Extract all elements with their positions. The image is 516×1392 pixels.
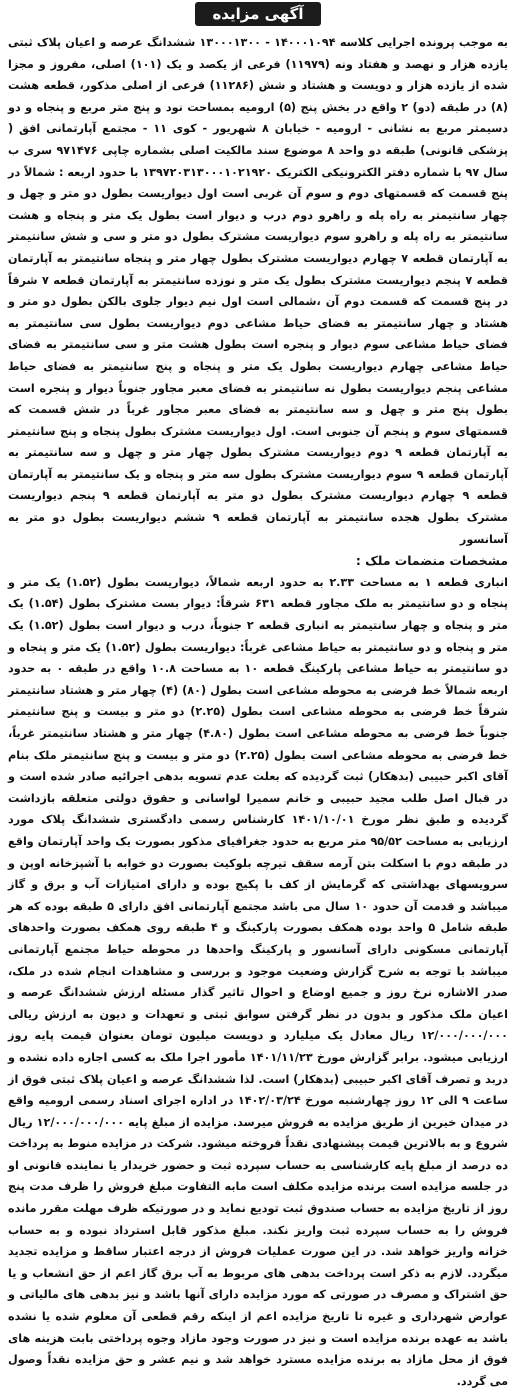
- property-description: به موجب پرونده اجرایی کلاسه ۱۴۰۰۰۱۰۹۴ - ۱۳۰۰۰۱۳۰۰ ششدانگ عرصه و اعیان پلاک ثبتی یازده هزار و نهصد و هفتاد ونه (۱۱۹۷۹) فرعی از یکصد و یک (۱۰۱) اصلی، مفروز و مجزا شده از یازده هزار و دویست و هشتاد و شش (۱۱۲۸۶) فرعی از اصلی مذکور، قطعه هشت (۸) در طبقه (دو) ۲ واقع در بخش پنج (۵) ارومیه بمساحت نود و پنج متر مربع و پنجاه و دو دسیمتر مربع به نشانی - ارومیه - خیابان ۸ شهریور - کوی ۱۱ - مجتمع آپارتمانی افق ( پزشکی قانونی) طبقه دو واحد ۸ موضوع سند مالکیت اصلی بشماره چاپی ۹۷۱۴۷۶ سری ب سال ۹۷ با شماره دفتر الکترونیکی الکتریک ۱۳۹۷۲۰۳۱۳۰۰۰۱۰۲۱۹۲۰ با حدود اربعه : شمالاً در پنج قسمت که قسمتهای دوم و سوم آن غربی است اول دیواریست بطول دو متر و چهل و چهار سانتیمتر به راه پله و راهرو دوم درب و دیوار است بطول یک متر و پنجاه و هشت سانتیمتر به راه پله و راهرو سوم دیواریست مشترک بطول دو متر و سی و شش سانتیمتر به آپارتمان قطعه ۷ چهارم دیواریست مشترک بطول چهار متر و پنجاه سانتیمتر به آپارتمان قطعه ۷ پنجم دیواریست مشترک بطول یک متر و نوزده سانتیمتر به آپارتمان قطعه ۷ شرقاً در پنج قسمت که قسمت دوم آن ،شمالی است اول نیم دیوار جلوی بالکن بطول دو متر و هشتاد و چهار سانتیمتر به فضای حیاط مشاعی دوم دیواریست بطول سی سانتیمتر به فضای حیاط مشاعی سوم دیوار و پنجره است بطول هشت متر و سی سانتیمتر به فضای حیاط مشاعی چهارم دیواریست بطول یک متر و پنجاه و پنج سانتیمتر به فضای حیاط مشاعی پنجم دیواریست بطول نه سانتیمتر به فضای معبر مجاور جنوباً دیوار و پنجره است بطول پنج متر و چهل و سه سانتیمتر به فضای معبر مجاور غرباً در شش قسمت که قسمتهای سوم و پنجم آن جنوبی است. اول دیواریست مشترک بطول پنجاه و پنج سانتیمتر به آپارتمان قطعه ۹ دوم دیواریست مشترک بطول چهار متر و چهل و سه سانتیمتر به آپارتمان قطعه ۹ سوم دیواریست مشترک بطول سه متر و پنجاه و یک سانتیمتر به آپارتمان قطعه ۹ چهارم دیواریست مشترک بطول دو متر به آپارتمان قطعه ۹ پنجم دیواریست مشترک بطول هجده سانتیمتر به آپارتمان قطعه ۹ ششم دیواریست بطول دو متر به آسانسور: [8, 36, 509, 546]
- notice-title: آگهی مزایده: [195, 2, 321, 26]
- notice-body: [8, 32, 508, 1392]
- attachments-subtitle: مشخصات منضمات ملک :: [355, 553, 508, 569]
- auction-details: انباری قطعه ۱ به مساحت ۲.۳۳ به حدود اربعه شمالاً، دیواریست بطول (۱.۵۲) یک متر و پنجاه و دو سانتیمتر به ملک مجاور قطعه ۶۳۱ شرقاً: دیوار بست مشترک بطول (۱.۵۴) یک متر و پنجاه و چهار سانتیمتر به انباری قطعه ۲ جنوباً، درب و دیوار است بطول (۱.۵۲) یک متر و پنجاه و دو سانتیمتر به حیاط مشاعی غرباً: دیواریست بطول (۱.۵۲) یک متر و پنجاه و دو سانتیمتر به حیاط مشاعی پارکینگ قطعه ۱۰ به مساحت ۱۰.۸ واقع در طبقه ۰ به حدود اربعه شمالاً خط فرضی به محوطه مشاعی است بطول (۸۰) (۴) چهار متر و هشتاد سانتیمتر شرقاً خط فرضی به محوطه مشاعی است بطول (۲.۲۵) دو متر و بیست و پنج سانتیمتر جنوباً خط فرضی به محوطه مشاعی است بطول (۴.۸۰) چهار متر و هشتاد سانتیمتر غرباً، خط فرضی به محوطه مشاعی است بطول (۲.۲۵) دو متر و بیست و پنج سانتیمتر ملک بنام آقای اکبر حبیبی (بدهکار) ثبت گردیده که بعلت عدم تسویه بدهی اجرائیه صادر شده است و در قبال اصل طلب مجید حبیبی و خانم سمیرا لواسانی و حقوق دولتی متعلقه بازداشت گردیده و طبق نظر مورخ ۱۴۰۱/۱۰/۰۱ کارشناس رسمی دادگستری ششدانگ پلاک مورد ارزیابی به مساحت ۹۵/۵۲ متر مربع به حدود جغرافیای مذکور بصورت یک واحد آپارتمان واقع در طبقه دوم با اسکلت بتن آرمه سقف تیرچه بلوکیت بصورت دو خوابه با آشپزخانه اوپن و سرویسهای بهداشتی که گرمایش از کف با پکیج بوده و دارای امتیازات آب و برق و گاز میباشد و قدمت آن حدود ۱۰ سال می باشد مجتمع آپارتمانی افق دارای ۵ طبقه بوده که هر طبقه شامل ۵ واحد بوده همکف بصورت پارکینگ و ۴ طبقه روی همکف بصورت واحدهای آپارتمانی مسکونی دارای آسانسور و پارکینگ واحدها در محوطه حیاط مجتمع آپارتمانی میباشد با توجه به شرح گزارش وضعیت موجود و بررسی و مشاهدات انجام شده در ملک، صدر الاشاره نرخ روز و جمیع اوضاع و احوال تاثیر گذار مسئله ارزش ششدانگ عرصه و اعیان ملک مذکور و بدون در نظر گرفتن سوابق ثبتی و تعهدات و دیون به ارزش ریالی ۱۲/۰۰۰/۰۰۰/۰۰۰ ریال معادل یک میلیارد و دویست میلیون تومان بعنوان قیمت پایه روز ارزیابی میشود. برابر گزارش مورخ ۱۴۰۱/۱۱/۲۳ مأمور اجرا ملک به کسی اجاره داده نشده و دربد و تصرف آقای اکبر حبیبی (بدهکار) است. لذا ششدانگ عرصه و اعیان پلاک ثبتی فوق از ساعت ۹ الی ۱۲ روز چهارشنبه مورخ ۱۴۰۲/۰۳/۲۴ در اداره اجرای اسناد رسمی ارومیه واقع در میدان خیرین از طریق مزایده به فروش میرسد. مزایده از مبلغ پایه ۱۲/۰۰۰/۰۰۰/۰۰۰ ریال شروع و به بالاترین قیمت پیشنهادی نقداً فروخته میشود. شرکت در مزایده منوط به پرداخت ده درصد از مبلغ پایه کارشناسی به حساب سپرده ثبت و حضور خریدار یا نماینده قانونی او در جلسه مزایده است برنده مزایده مکلف است مابه التفاوت مبلغ فروش را ظرف مدت پنج روز از تاریخ مزایده به حساب صندوق ثبت تودیع نماید و در صورتیکه ظرف مهلت مقرر مانده فروش را به حساب سپرده ثبت واریز نکند. مبلغ مذکور قابل استرداد نبوده و به حساب خزانه واریز خواهد شد. در این صورت عملیات فروش از درجه اعتبار ساقط و مزایده تجدید میگردد. لازم به ذکر است پرداخت بدهی های مربوط به آب برق گاز اعم از حق انشعاب و یا حق اشتراک و مصرف در صورتی که مورد مزایده دارای آنها باشد و نیز بدهی های مالیاتی و عوارض شهرداری و غیره تا تاریخ مزایده اعم از اینکه رقم قطعی آن معلوم شده یا نشده باشد به عهده برنده مزایده است و نیز در صورت وجود مازاد وجوه پرداختی بابت هزینه های فوق از محل مازاد به برنده مزایده مسترد خواهد شد و نیم عشر و حق مزایده نقداً وصول می گردد.: [8, 575, 509, 1388]
